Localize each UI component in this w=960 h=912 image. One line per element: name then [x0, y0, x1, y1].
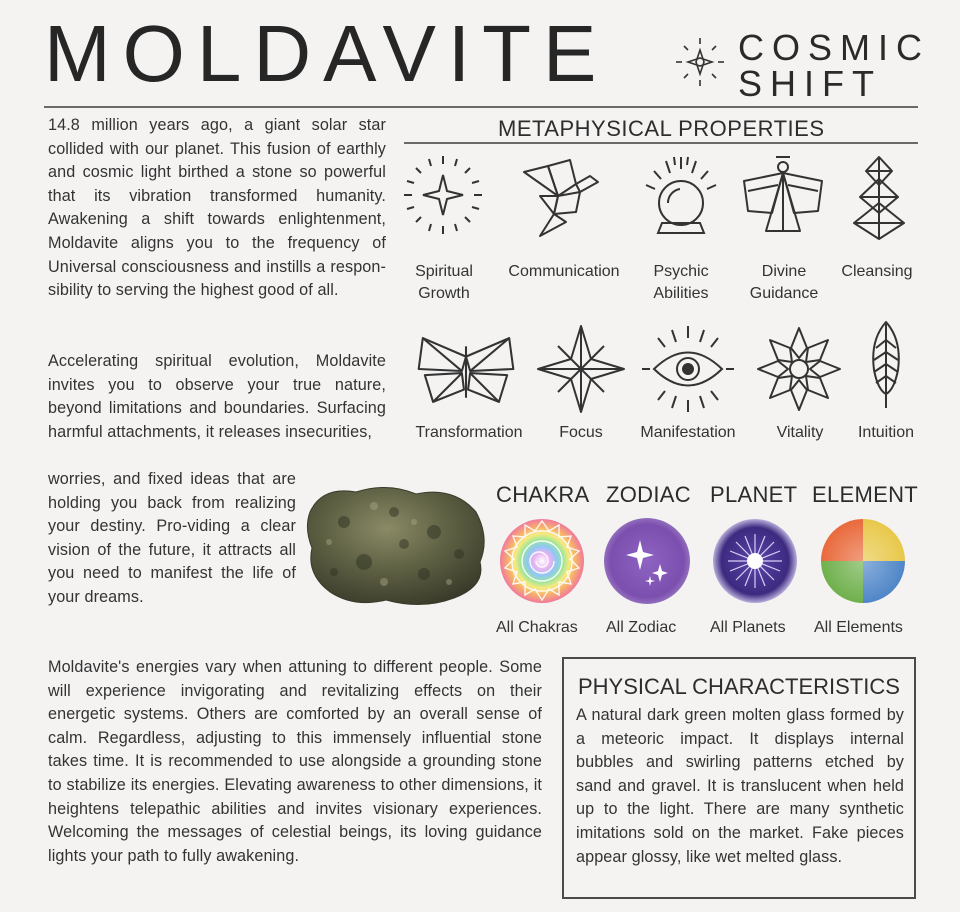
label-communication: Communication	[508, 263, 620, 280]
angel-icon	[738, 150, 828, 242]
label-cleansing: Cleansing	[841, 263, 913, 280]
bird-icon	[518, 152, 608, 242]
crystal-ball-icon	[636, 150, 726, 242]
header-rule	[44, 106, 918, 108]
page-title: MOLDAVITE	[44, 9, 609, 98]
intro-paragraph-2b: worries, and fixed ideas that are holding you back from realizing your destiny. Pro-viding a clear vision of the future, it attracts all you need to manifest the life of your dreams.	[48, 470, 296, 606]
planet-burst-icon	[710, 516, 800, 606]
tree-icon	[834, 150, 924, 242]
label-transformation: Transformation	[415, 424, 523, 441]
header-planet: PLANET	[710, 482, 798, 507]
header-chakra: CHAKRA	[496, 482, 590, 507]
header-zodiac: ZODIAC	[606, 482, 691, 507]
metaphysical-title: METAPHYSICAL PROPERTIES	[498, 116, 825, 141]
subtitle-cosmic: COSMIC	[738, 27, 930, 68]
eye-icon	[638, 324, 738, 414]
intro-paragraph-1: 14.8 million years ago, a giant solar star collided with our planet. This fusion of earthly and cosmic light birthed a stone so powerful that its vibration transformed humanity. Awakening a shift towards enlightenment, Moldavite aligns you to the frequency of Universal consciousness and instills a respon-sibility to serving the highest good of all.	[48, 116, 386, 300]
butterfly-icon	[414, 334, 518, 406]
label-all-elements: All Elements	[814, 619, 903, 636]
label-focus: Focus	[559, 424, 603, 441]
label-manifestation: Manifestation	[640, 424, 736, 441]
feather-icon	[866, 320, 906, 410]
sparkle-icon	[398, 150, 488, 240]
element-quadrant-icon	[818, 516, 908, 606]
label-vitality: Vitality	[776, 424, 824, 441]
label-divine-guidance: Divine Guidance	[749, 263, 819, 302]
header-element: ELEMENT	[812, 482, 919, 507]
metaphysical-rule	[404, 142, 918, 144]
label-all-chakras: All Chakras	[496, 619, 578, 636]
label-all-planets: All Planets	[710, 619, 786, 636]
subtitle-shift: SHIFT	[738, 63, 882, 104]
intro-paragraph-3: Moldavite's energies vary when attuning to different people. Some will experience invigorating and revitalizing effects on their energetic systems. Others are comforted by an overall sense of calm. Regardless, adjusting to this immensely influential stone takes time. It is recommended to use alongside a grounding stone to stabilize its energies. Elevating awareness to other dimensions, it heightens telepathic abilities and invites visionary experiences. Welcoming the messages of celestial beings, its loving guidance lights your path to fully awakening.	[48, 658, 542, 865]
moldavite-stone-image	[304, 482, 494, 612]
star-logo-icon	[672, 36, 728, 88]
label-spiritual-growth: Spiritual Growth	[415, 263, 473, 302]
label-psychic-abilities: Psychic Abilities	[653, 263, 709, 302]
physical-title: PHYSICAL CHARACTERISTICS	[578, 674, 900, 699]
compass-star-icon	[536, 324, 626, 414]
flower-icon	[754, 324, 844, 414]
zodiac-stars-icon	[604, 518, 690, 604]
intro-paragraph-2a: Accelerating spiritual evolution, Moldavite invites you to observe your true nature, beyond limitations and boundaries. Surfacing harmful attachments, it releases insecurities,	[48, 352, 386, 441]
label-intuition: Intuition	[857, 424, 915, 441]
chakra-rainbow-icon	[497, 516, 587, 606]
label-all-zodiac: All Zodiac	[606, 619, 677, 636]
physical-text: A natural dark green molten glass formed by a meteoric impact. It displays internal bubbles and swirling patterns etched by sand and gravel. It is translucent when held up to the light. There are many synthetic imitations sold on the market. Fake pieces appear glossy, like wet melted glass.	[576, 706, 904, 866]
